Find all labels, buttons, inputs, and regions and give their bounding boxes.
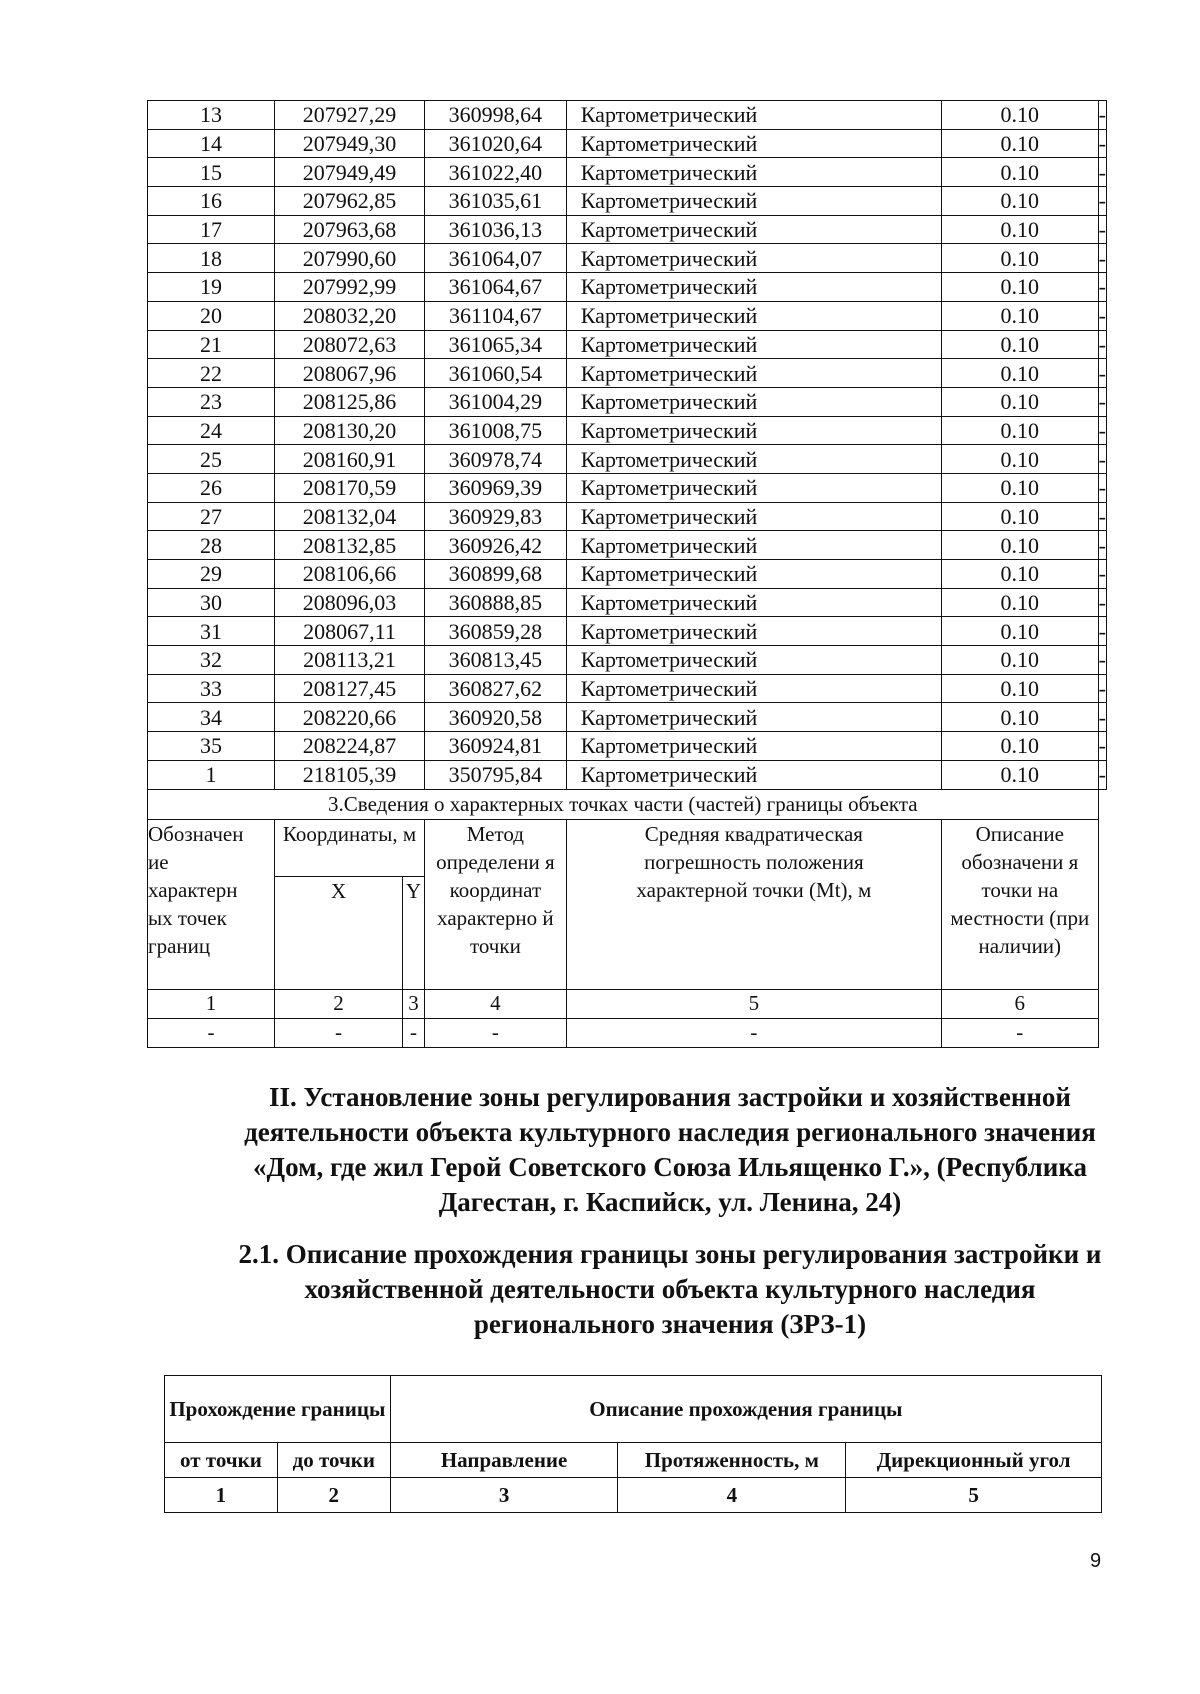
page-number: 9 xyxy=(1090,1550,1102,1572)
point-x: 208067,11 xyxy=(275,617,425,646)
header-designation: Обозначен ие характерн ых точек границ xyxy=(148,819,275,989)
point-row xyxy=(148,158,1107,187)
point-description: - xyxy=(1098,274,1106,300)
point-number: 33 xyxy=(148,674,275,703)
point-method: Картометрический xyxy=(566,244,941,273)
point-mt: 0.10 xyxy=(941,473,1098,502)
point-method: Картометрический xyxy=(566,416,941,445)
point-method: Картометрический xyxy=(566,359,941,388)
point-description: - xyxy=(1098,676,1106,702)
point-mt: 0.10 xyxy=(941,187,1098,216)
point-row xyxy=(148,502,1107,531)
point-mt: 0.10 xyxy=(941,674,1098,703)
point-number: 16 xyxy=(148,187,275,216)
point-number: 35 xyxy=(148,732,275,761)
point-x: 218105,39 xyxy=(275,760,425,789)
point-row xyxy=(148,187,1107,216)
point-y: 360827,62 xyxy=(424,674,566,703)
point-mt: 0.10 xyxy=(941,244,1098,273)
point-mt: 0.10 xyxy=(941,445,1098,474)
col-number: 6 xyxy=(941,989,1098,1018)
point-mt: 0.10 xyxy=(941,158,1098,187)
point-x: 207963,68 xyxy=(275,215,425,244)
point-x: 208160,91 xyxy=(275,445,425,474)
point-y: 360929,83 xyxy=(424,502,566,531)
point-y: 361022,40 xyxy=(424,158,566,187)
point-method: Картометрический xyxy=(566,101,941,130)
point-x: 208132,85 xyxy=(275,531,425,560)
point-y: 360978,74 xyxy=(424,445,566,474)
point-row xyxy=(148,129,1107,158)
header-from-point: от точки xyxy=(165,1443,278,1478)
point-number: 19 xyxy=(148,273,275,302)
point-mt: 0.10 xyxy=(941,502,1098,531)
header-coordinates: Координаты, м xyxy=(275,819,425,876)
point-description: - xyxy=(1098,331,1106,357)
point-y: 361004,29 xyxy=(424,387,566,416)
point-method: Картометрический xyxy=(566,129,941,158)
col-number: 5 xyxy=(566,989,941,1018)
point-number: 27 xyxy=(148,502,275,531)
point-row xyxy=(148,301,1107,330)
header-y: Y xyxy=(403,876,425,989)
point-y: 360920,58 xyxy=(424,703,566,732)
col-number: 1 xyxy=(165,1478,278,1513)
point-x: 208130,20 xyxy=(275,416,425,445)
header-method: Метод определени я координат характерно й точки xyxy=(424,819,566,989)
point-method: Картометрический xyxy=(566,588,941,617)
point-row xyxy=(148,674,1107,703)
point-method: Картометрический xyxy=(566,760,941,789)
point-row xyxy=(148,560,1107,589)
point-x: 208067,96 xyxy=(275,359,425,388)
part-section-caption: 3.Сведения о характерных точках части (частей) границы объекта xyxy=(148,789,1099,819)
point-x: 207949,49 xyxy=(275,158,425,187)
col-number: 3 xyxy=(390,1478,618,1513)
point-description: - xyxy=(1098,503,1106,529)
point-mt: 0.10 xyxy=(941,129,1098,158)
point-mt: 0.10 xyxy=(941,531,1098,560)
point-row xyxy=(148,760,1107,789)
point-row xyxy=(148,387,1107,416)
point-mt: 0.10 xyxy=(941,732,1098,761)
header-length: Протяженность, м xyxy=(618,1443,846,1478)
point-description: - xyxy=(1098,647,1106,673)
point-y: 361060,54 xyxy=(424,359,566,388)
point-description: - xyxy=(1098,532,1106,558)
point-mt: 0.10 xyxy=(941,560,1098,589)
point-x: 208127,45 xyxy=(275,674,425,703)
zrz-boundary-table xyxy=(164,1375,1102,1513)
point-x: 207927,29 xyxy=(275,101,425,130)
point-x: 207992,99 xyxy=(275,273,425,302)
point-method: Картометрический xyxy=(566,560,941,589)
point-number: 17 xyxy=(148,215,275,244)
point-row xyxy=(148,330,1107,359)
point-y: 360859,28 xyxy=(424,617,566,646)
point-y: 361008,75 xyxy=(424,416,566,445)
point-mt: 0.10 xyxy=(941,215,1098,244)
header-passage: Прохождение границы xyxy=(165,1376,391,1443)
empty-cell: - xyxy=(275,1018,403,1047)
point-x: 208125,86 xyxy=(275,387,425,416)
point-method: Картометрический xyxy=(566,158,941,187)
point-mt: 0.10 xyxy=(941,387,1098,416)
point-description: - xyxy=(1098,561,1106,587)
empty-cell: - xyxy=(941,1018,1098,1047)
point-method: Картометрический xyxy=(566,187,941,216)
point-y: 360969,39 xyxy=(424,473,566,502)
point-description: - xyxy=(1098,733,1106,759)
header-x: X xyxy=(275,876,403,989)
point-number: 25 xyxy=(148,445,275,474)
point-x: 208106,66 xyxy=(275,560,425,589)
point-y: 361064,07 xyxy=(424,244,566,273)
point-method: Картометрический xyxy=(566,273,941,302)
point-description: - xyxy=(1098,446,1106,472)
point-description: - xyxy=(1098,590,1106,616)
subsection-title: 2.1. Описание прохождения границы зоны регулирования застройки и хозяйственной деятельности объекта культурного наследия регионального значения (ЗРЗ-1) xyxy=(238,1239,1102,1339)
col-number: 5 xyxy=(846,1478,1102,1513)
point-x: 208113,21 xyxy=(275,646,425,675)
point-description: - xyxy=(1098,762,1106,788)
point-method: Картометрический xyxy=(566,703,941,732)
point-description: - xyxy=(1098,303,1106,329)
point-number: 22 xyxy=(148,359,275,388)
point-description: - xyxy=(1098,102,1106,128)
point-method: Картометрический xyxy=(566,732,941,761)
point-method: Картометрический xyxy=(566,445,941,474)
point-number: 26 xyxy=(148,473,275,502)
point-x: 207949,30 xyxy=(275,129,425,158)
point-row xyxy=(148,215,1107,244)
point-y: 361036,13 xyxy=(424,215,566,244)
point-y: 361065,34 xyxy=(424,330,566,359)
point-description: - xyxy=(1098,389,1106,415)
empty-cell: - xyxy=(424,1018,566,1047)
point-number: 13 xyxy=(148,101,275,130)
point-number: 14 xyxy=(148,129,275,158)
point-y: 360888,85 xyxy=(424,588,566,617)
point-number: 30 xyxy=(148,588,275,617)
point-number: 23 xyxy=(148,387,275,416)
point-row xyxy=(148,359,1107,388)
point-method: Картометрический xyxy=(566,617,941,646)
point-number: 24 xyxy=(148,416,275,445)
col-number: 2 xyxy=(275,989,403,1018)
point-mt: 0.10 xyxy=(941,760,1098,789)
point-x: 208096,03 xyxy=(275,588,425,617)
point-x: 207990,60 xyxy=(275,244,425,273)
point-row xyxy=(148,416,1107,445)
header-angle: Дирекционный угол xyxy=(846,1443,1102,1478)
point-mt: 0.10 xyxy=(941,416,1098,445)
col-number: 2 xyxy=(277,1478,390,1513)
empty-cell: - xyxy=(566,1018,941,1047)
point-description: - xyxy=(1098,245,1106,271)
point-row xyxy=(148,617,1107,646)
point-row xyxy=(148,531,1107,560)
point-method: Картометрический xyxy=(566,531,941,560)
point-description: - xyxy=(1098,704,1106,730)
point-y: 361064,67 xyxy=(424,273,566,302)
empty-cell: - xyxy=(403,1018,425,1047)
point-row xyxy=(148,588,1107,617)
point-x: 208132,04 xyxy=(275,502,425,531)
point-mt: 0.10 xyxy=(941,359,1098,388)
header-description: Описание обозначени я точки на местности (при наличии) xyxy=(941,819,1098,989)
point-y: 360899,68 xyxy=(424,560,566,589)
point-row xyxy=(148,445,1107,474)
point-mt: 0.10 xyxy=(941,330,1098,359)
point-number: 15 xyxy=(148,158,275,187)
point-y: 360924,81 xyxy=(424,732,566,761)
boundary-points-table xyxy=(147,100,1107,1048)
empty-cell: - xyxy=(148,1018,275,1047)
point-description: - xyxy=(1098,131,1106,157)
section-title: II. Установление зоны регулирования застройки и хозяйственной деятельности объекта культурного наследия регионального значения «Дом, где жил Герой Советского Союза Ильященко Г.», (Республика Дагестан, г. Каспийск, ул. Ленина, 24) xyxy=(244,1082,1096,1217)
point-y: 350795,84 xyxy=(424,760,566,789)
col-number: 3 xyxy=(403,989,425,1018)
point-mt: 0.10 xyxy=(941,703,1098,732)
point-mt: 0.10 xyxy=(941,588,1098,617)
point-number: 1 xyxy=(148,760,275,789)
point-x: 208032,20 xyxy=(275,301,425,330)
point-mt: 0.10 xyxy=(941,301,1098,330)
point-row xyxy=(148,101,1107,130)
point-row xyxy=(148,273,1107,302)
point-description: - xyxy=(1098,159,1106,185)
point-y: 360998,64 xyxy=(424,101,566,130)
header-passage-description: Описание прохождения границы xyxy=(390,1376,1101,1443)
point-number: 20 xyxy=(148,301,275,330)
header-to-point: до точки xyxy=(277,1443,390,1478)
point-row xyxy=(148,703,1107,732)
col-number: 4 xyxy=(424,989,566,1018)
point-description: - xyxy=(1098,417,1106,443)
point-method: Картометрический xyxy=(566,473,941,502)
point-description: - xyxy=(1098,475,1106,501)
point-number: 31 xyxy=(148,617,275,646)
point-number: 29 xyxy=(148,560,275,589)
point-row xyxy=(148,646,1107,675)
point-y: 361020,64 xyxy=(424,129,566,158)
header-error: Средняя квадратическая погрешность положения характерной точки (Mt), м xyxy=(566,819,941,989)
point-method: Картометрический xyxy=(566,674,941,703)
point-y: 361104,67 xyxy=(424,301,566,330)
point-y: 361035,61 xyxy=(424,187,566,216)
point-mt: 0.10 xyxy=(941,273,1098,302)
point-x: 208170,59 xyxy=(275,473,425,502)
point-mt: 0.10 xyxy=(941,101,1098,130)
point-description: - xyxy=(1098,618,1106,644)
point-mt: 0.10 xyxy=(941,646,1098,675)
point-row xyxy=(148,473,1107,502)
point-number: 18 xyxy=(148,244,275,273)
header-direction: Направление xyxy=(390,1443,618,1478)
point-number: 28 xyxy=(148,531,275,560)
point-method: Картометрический xyxy=(566,646,941,675)
point-method: Картометрический xyxy=(566,502,941,531)
point-mt: 0.10 xyxy=(941,617,1098,646)
point-description: - xyxy=(1098,360,1106,386)
point-number: 21 xyxy=(148,330,275,359)
point-row xyxy=(148,244,1107,273)
col-number: 1 xyxy=(148,989,275,1018)
point-description: - xyxy=(1098,188,1106,214)
point-x: 208220,66 xyxy=(275,703,425,732)
point-x: 207962,85 xyxy=(275,187,425,216)
point-method: Картометрический xyxy=(566,301,941,330)
col-number: 4 xyxy=(618,1478,846,1513)
point-number: 32 xyxy=(148,646,275,675)
point-method: Картометрический xyxy=(566,330,941,359)
point-method: Картометрический xyxy=(566,215,941,244)
point-row xyxy=(148,732,1107,761)
point-method: Картометрический xyxy=(566,387,941,416)
point-y: 360926,42 xyxy=(424,531,566,560)
point-description: - xyxy=(1098,217,1106,243)
point-x: 208072,63 xyxy=(275,330,425,359)
point-number: 34 xyxy=(148,703,275,732)
point-y: 360813,45 xyxy=(424,646,566,675)
point-x: 208224,87 xyxy=(275,732,425,761)
